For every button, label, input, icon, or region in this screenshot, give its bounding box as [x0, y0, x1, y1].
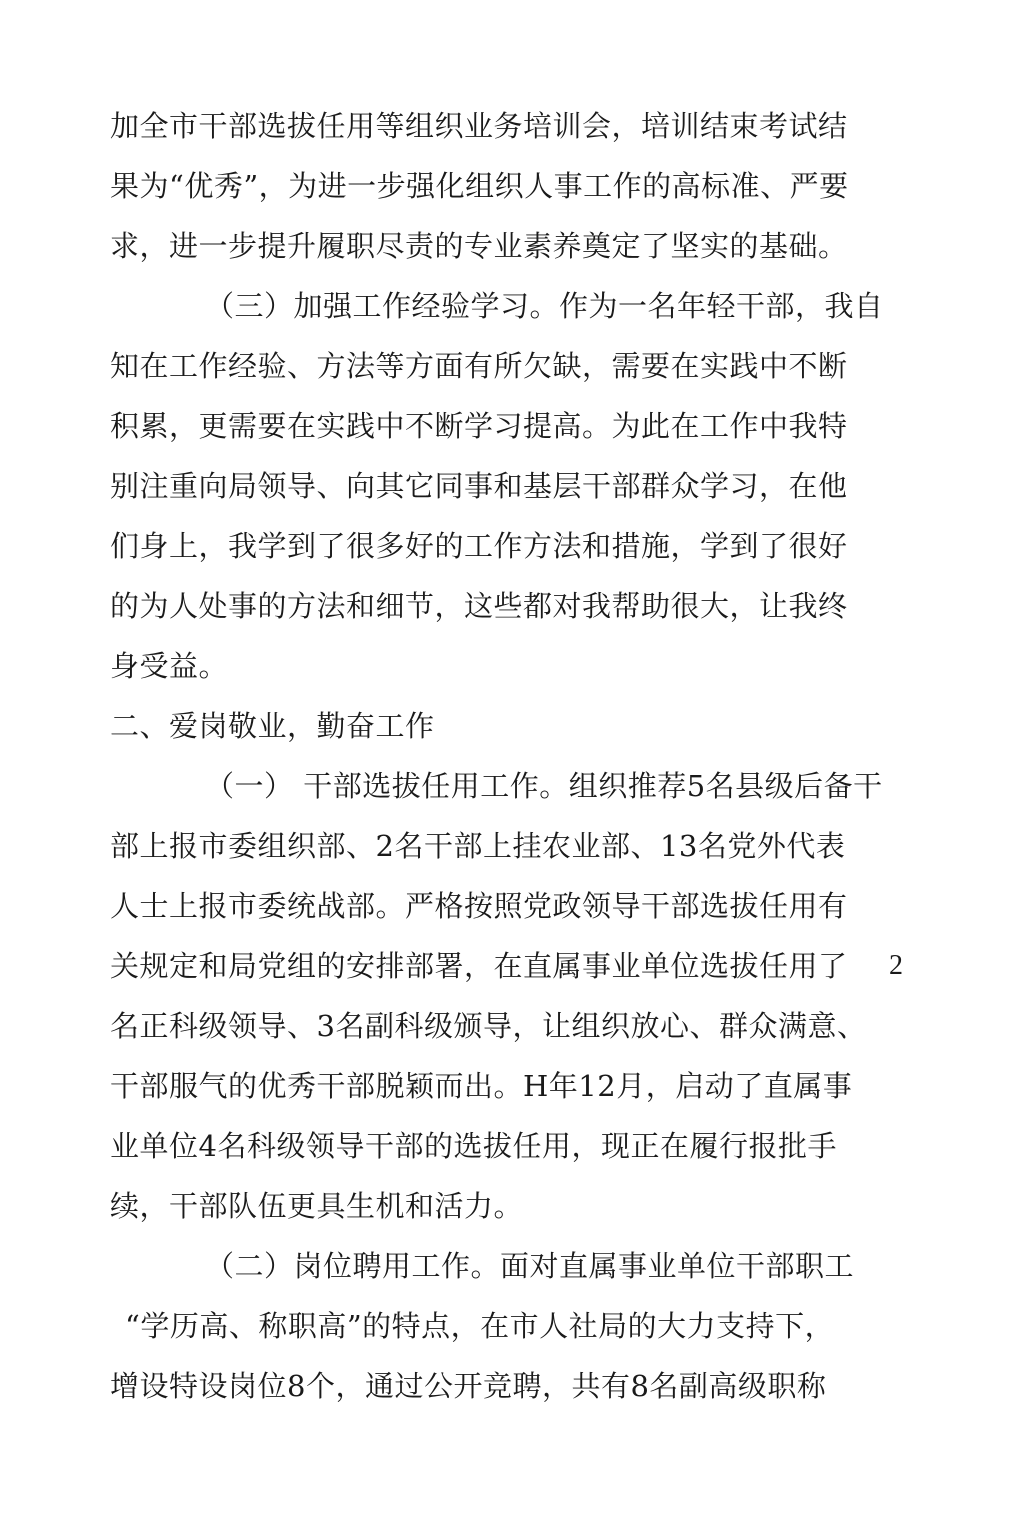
text-line: 增设特设岗位8个，通过公开竞聘，共有8名副高级职称: [110, 1369, 827, 1403]
paragraph-start-line: （一） 干部选拔任用工作。组织推荐5名县级后备干: [205, 769, 883, 803]
text-line: 身受益。: [110, 649, 229, 683]
text-line: 人士上报市委统战部。严格按照党政领导干部选拔任用有: [110, 889, 848, 923]
text-line: 积累，更需要在实践中不断学习提高。为此在工作中我特: [110, 409, 848, 443]
text-line: 干部服气的优秀干部脱颖而出。H年12月，启动了直属事: [110, 1069, 853, 1103]
text-line: 知在工作经验、方法等方面有所欠缺，需要在实践中不断: [110, 349, 848, 383]
paragraph-start-line: （二）岗位聘用工作。面对直属事业单位干部职工: [205, 1249, 855, 1283]
text-line: 部上报市委组织部、2名干部上挂农业部、13名党外代表: [110, 829, 846, 863]
text-line: “学历高、称职高”的特点，在市人社局的大力支持下，: [125, 1309, 835, 1343]
page-number: 2: [889, 950, 903, 981]
text-line: 业单位4名科级领导干部的选拔任用，现正在履行报批手: [110, 1129, 837, 1163]
text-line: 续，干部队伍更具生机和活力。: [110, 1189, 524, 1223]
text-line: 加全市干部选拔任用等组织业务培训会，培训结束考试结: [110, 109, 848, 143]
section-heading: 二、爱岗敬业，勤奋工作: [110, 709, 435, 743]
text-line: 别注重向局领导、向其它同事和基层干部群众学习，在他: [110, 469, 848, 503]
text-line: 名正科级领导、3名副科级颁导，让组织放心、群众满意、: [110, 1009, 867, 1043]
text-line: 求，进一步提升履职尽责的专业素养奠定了坚实的基础。: [110, 229, 848, 263]
paragraph-start-line: （三）加强工作经验学习。作为一名年轻干部，我自: [205, 289, 884, 323]
text-line: 的为人处事的方法和细节，这些都对我帮助很大，让我终: [110, 589, 848, 623]
text-line: 果为“优秀”，为进一步强化组织人事工作的高标准、严要: [110, 169, 849, 203]
text-line: 们身上，我学到了很多好的工作方法和措施，学到了很好: [110, 529, 848, 563]
text-line: 关规定和局党组的安排部署，在直属事业单位选拔任用了: [110, 949, 848, 983]
